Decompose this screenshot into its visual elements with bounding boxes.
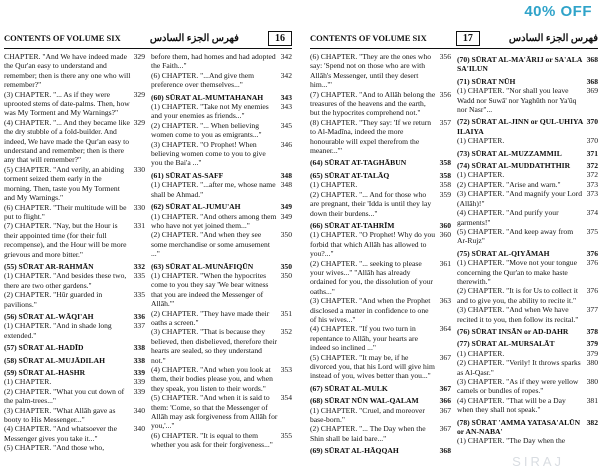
toc-sura-heading [310, 221, 451, 230]
left-page-title: CONTENTS OF VOLUME SIX [4, 33, 121, 43]
toc-entry [310, 424, 451, 443]
toc-entry [4, 118, 145, 165]
toc-sura-heading [457, 77, 598, 86]
toc-page-number: 372 [586, 170, 598, 180]
toc-page-number: 329 [133, 117, 145, 127]
toc-page-number: 361 [439, 258, 451, 268]
toc-entry [310, 90, 451, 118]
toc-page-number: 366 [439, 396, 451, 406]
toc-entry-text: (2) CHAPTER. "Hūr guarded in pavilions." [4, 290, 103, 309]
toc-page-number: 337 [133, 321, 145, 331]
toc-entry-text: (69) SŪRAT AL-HĀQQAH [310, 446, 399, 456]
toc-entry-text: (3) CHAPTER. "What Allāh gave as booty to His Messenger..." [4, 405, 116, 425]
toc-page-number: 346 [280, 139, 292, 149]
toc-page-number: 352 [280, 327, 292, 337]
left-page [4, 28, 292, 468]
toc-entry-text: (6) CHAPTER. "...And give them preference over themselves..." [151, 70, 255, 90]
toc-page-number: 358 [439, 158, 451, 168]
toc-sura-heading [151, 202, 292, 211]
toc-entry [457, 377, 598, 396]
toc-sura-heading [457, 249, 598, 258]
toc-entry-text: (6) CHAPTER. "Their multitude will be put to flight." [4, 202, 127, 221]
toc-entry [457, 396, 598, 415]
toc-entry [457, 86, 598, 114]
toc-entry [310, 180, 451, 189]
toc-page-number: 345 [280, 120, 292, 130]
toc-entry [151, 52, 292, 71]
toc-entry-text: (57) SŪRAT AL-HADĪD [4, 343, 84, 353]
toc-page-number: 379 [586, 339, 598, 349]
toc-entry [457, 349, 598, 358]
toc-page-number: 339 [133, 377, 145, 387]
toc-entry-text: (74) SŪRAT AL-MUDDATHTHIR [457, 161, 571, 171]
toc-entry-text: (7) CHAPTER. "And to Allāh belong the treasures of the heavens and the earth, but the hypocrites comprehend not." [310, 89, 436, 118]
toc-entry [457, 136, 598, 145]
left-page-arabic-title: فهرس الجزء السادس [149, 32, 239, 44]
toc-page-number: 349 [280, 211, 292, 221]
toc-entry-text: (4) CHAPTER. "That will be a Day when they shall not speak." [457, 395, 566, 415]
toc-page-number: 356 [439, 89, 451, 99]
toc-page-number: 335 [133, 290, 145, 300]
toc-page-number: 382 [586, 417, 598, 427]
toc-entry [151, 393, 292, 431]
toc-entry [4, 377, 145, 386]
right-page-title: CONTENTS OF VOLUME SIX [310, 33, 427, 43]
toc-entry-text: (2) CHAPTER. "What you cut down of the palm-trees..." [4, 386, 125, 406]
toc-page-number: 355 [280, 430, 292, 440]
toc-sura-heading [310, 396, 451, 405]
toc-entry-text: (67) SŪRAT AL-MULK [310, 383, 388, 393]
toc-page-number: 342 [280, 52, 292, 61]
toc-page-number: 340 [133, 405, 145, 415]
toc-entry [310, 353, 451, 381]
toc-entry [4, 443, 145, 452]
toc-entry-text: (1) CHAPTER. "Nor shall you leave Wadd nor Suwā' nor Yaghūth nor Ya'ūq nor Nasr"... [457, 86, 577, 115]
toc-entry-text: (4) CHAPTER. "And purify your garments!" [457, 208, 559, 227]
toc-page-number: 349 [280, 202, 292, 212]
toc-entry-text: (1) CHAPTER. "When the hypocrites come to you they say 'We bear witness that you are indeed the Messenger of Allāh.'" [151, 270, 269, 309]
toc-entry-text: (56) SŪRAT AL-WĀQI'AH [4, 311, 94, 321]
toc-entry [4, 221, 145, 259]
watermark-logo: SIRAJ [512, 454, 564, 469]
toc-page-number: 350 [280, 261, 292, 271]
toc-entry-text: (5) CHAPTER. "And those who, [4, 443, 105, 453]
toc-entry-text: (77) SŪRAT AL-MURSALĀT [457, 339, 555, 349]
toc-sura-heading [457, 327, 598, 336]
toc-entry-text: (3) CHAPTER. "O Prophet! When believing women come to you to give you the Bai'a ..." [151, 139, 266, 168]
toc-entry-text: (5) CHAPTER. "And verily, an abiding torment seized them early in the morning. Then, taste you My Torment and My Warnings." [4, 164, 125, 203]
toc-entry [457, 286, 598, 305]
toc-entry [151, 121, 292, 140]
toc-sura-heading [151, 262, 292, 271]
toc-entry-text: before them, had homes and had adopted the Faith..." [151, 52, 276, 71]
toc-sura-heading [151, 93, 292, 102]
toc-entry [310, 296, 451, 324]
toc-entry-text: (1) CHAPTER. [4, 377, 52, 387]
toc-page-number: 368 [586, 76, 598, 86]
toc-entry-text: (62) SŪRAT AL-JUMU'AH [151, 202, 241, 212]
toc-entry [310, 259, 451, 297]
toc-entry-text: (4) CHAPTER. "If you two turn in repentance to Allāh, your hearts are indeed so inclined ..." [310, 324, 418, 353]
toc-page-number: 375 [586, 226, 598, 236]
toc-page-number: 338 [133, 343, 145, 353]
right-page-number: 17 [456, 31, 480, 46]
toc-entry-text: (78) SŪRAT 'AMMA YATASA'ALŪN or AN-NABA' [457, 417, 581, 437]
toc-entry [4, 271, 145, 290]
toc-entry-text: (66) SŪRAT AT-TAHRĪM [310, 220, 395, 230]
toc-entry-text: (1) CHAPTER. "Move not your tongue concerning the Qur'an to make haste therewith." [457, 258, 577, 286]
toc-entry [4, 90, 145, 118]
toc-entry-text: (1) CHAPTER. "O Prophet! Why do you forbid that which Allāh has allowed to you?..." [310, 230, 436, 259]
toc-entry [457, 305, 598, 324]
toc-page-number: 358 [439, 170, 451, 180]
toc-entry-text: (64) SŪRAT AT-TAGHĀBUN [310, 158, 407, 168]
toc-entry-text: (1) CHAPTER. "Cruel, and moreover base-born." [310, 405, 425, 425]
toc-entry-text: (59) SŪRAT AL-HASHR [4, 368, 86, 377]
toc-entry-text: (58) SŪRAT AL-MUJĀDILAH [4, 355, 105, 365]
toc-page-number: 380 [586, 358, 598, 368]
toc-entry [151, 102, 292, 121]
toc-sura-heading [457, 149, 598, 158]
toc-entry-text: (4) CHAPTER. "And when you look at them, their bodies please you, and when they speak, you listen to their words." [151, 365, 273, 393]
toc-entry-text: (4) CHAPTER. "... And they became like the dry stubble of a fold-builder. And indeed, We have made the Qur'an easy to understand and remember; then is there any that will remember?" [4, 117, 130, 165]
toc-entry-text: (1) CHAPTER. [310, 180, 358, 190]
toc-entry-text: (73) SŪRAT AL-MUZZAMMIL [457, 148, 562, 158]
toc-entry [310, 406, 451, 425]
toc-page-number: 376 [586, 248, 598, 258]
toc-page-number: 353 [280, 365, 292, 374]
toc-sura-heading [310, 158, 451, 167]
toc-entry [457, 170, 598, 179]
toc-entry-text: (1) CHAPTER. "...after me, whose name shall be Ahmad." [151, 180, 276, 199]
toc-entry-text: (55) SŪRAT AR-RAHMĀN [4, 261, 94, 271]
toc-sura-heading [457, 161, 598, 170]
toc-page-number: 338 [133, 355, 145, 365]
toc-entry [151, 212, 292, 231]
toc-page-number: 343 [280, 102, 292, 112]
toc-entry [4, 321, 145, 340]
toc-page-number: 339 [133, 368, 145, 377]
toc-page-number: 381 [586, 395, 598, 405]
toc-entry-text: (3) CHAPTER. "And when the Prophet disclosed a matter in confidence to one of his wives..." [310, 296, 431, 324]
toc-page-number: 348 [280, 170, 292, 180]
toc-sura-heading [4, 368, 145, 377]
toc-entry-text: (2) CHAPTER. "They have made their oaths a screen." [151, 308, 270, 327]
toc-page-number: 335 [133, 271, 145, 281]
toc-entry [310, 230, 451, 258]
toc-entry-text: (2) CHAPTER. "... The Day when the Shin shall be laid bare..." [310, 424, 426, 443]
toc-entry-text: (6) CHAPTER. "They are the ones who say: 'Spend not on those who are with Allāh's Messenger, until they desert him...'" [310, 52, 431, 90]
toc-entry [310, 52, 451, 90]
toc-entry-text: (3) CHAPTER. "And magnify your Lord (Allāh)!" [457, 189, 583, 208]
toc-page-number: 343 [280, 92, 292, 102]
toc-sura-heading [457, 55, 598, 74]
toc-entry [151, 431, 292, 450]
toc-page-number: 367 [439, 405, 451, 415]
toc-entry [310, 118, 451, 156]
toc-page-number: 350 [280, 270, 292, 280]
toc-entry [4, 387, 145, 406]
toc-entry-text: (1) CHAPTER. [457, 170, 505, 180]
toc-page-number: 354 [280, 393, 292, 403]
toc-entry-text: (65) SŪRAT AT-TALĀQ [310, 170, 390, 180]
toc-entry-text: (2) CHAPTER. "And when they see some merchandise or some amusement ..." [151, 230, 270, 259]
toc-page-number: 350 [280, 230, 292, 240]
toc-sura-heading [457, 339, 598, 348]
toc-sura-heading [310, 446, 451, 455]
toc-entry-text: (2) CHAPTER. "... And for those who are pregnant, their 'Idda is until they lay down their burdens..." [310, 189, 432, 218]
toc-page-number: 363 [439, 296, 451, 306]
toc-sura-heading [4, 262, 145, 271]
left-page-header [4, 28, 292, 49]
toc-entry-text: (3) CHAPTER. "That is because they believed, then disbelieved, therefore their hearts are sealed, so they understand not." [151, 327, 278, 365]
toc-entry [151, 180, 292, 199]
toc-entry-text: (5) CHAPTER. "It may be, if he divorced you, that his Lord will give him instead of you, wives better than you..." [310, 352, 435, 381]
toc-entry-text: CHAPTER. "And We have indeed made the Qur'an easy to understand and remember; then is there any one who will remember?" [4, 52, 131, 90]
toc-page-number: 330 [133, 164, 145, 174]
toc-entry-text: (1) CHAPTER. [457, 348, 505, 358]
toc-page-number: 364 [439, 324, 451, 334]
toc-entry-text: (75) SŪRAT AL-QIYĀMAH [457, 248, 550, 258]
toc-sura-heading [4, 343, 145, 352]
toc-entry-text: (63) SŪRAT AL-MUNĀFIQŪN [151, 261, 254, 271]
toc-entry [457, 227, 598, 246]
toc-entry [457, 358, 598, 377]
toc-page-number: 367 [439, 383, 451, 393]
toc-sura-heading [4, 312, 145, 321]
toc-entry [4, 406, 145, 425]
toc-page-number: 330 [133, 202, 145, 212]
toc-entry [457, 189, 598, 208]
toc-entry-text: (1) CHAPTER. "And others among them who have not yet joined them..." [151, 211, 277, 230]
toc-entry [151, 271, 292, 309]
toc-entry-text: (2) CHAPTER. "... When believing women come to you as emigrants..." [151, 120, 262, 140]
right-page-column-2 [457, 52, 598, 456]
toc-page-number: 340 [133, 424, 145, 434]
toc-sura-heading [457, 117, 598, 136]
right-page [310, 28, 598, 468]
toc-entry-text: (8) CHAPTER. "They say: 'If we return to Al-Madīna, indeed the more honourable will expel therefrom the meaner...'" [310, 117, 432, 156]
toc-entry [151, 365, 292, 393]
toc-page-number: 379 [586, 348, 598, 358]
toc-entry-text: (60) SŪRAT AL-MUMTAHANAH [151, 92, 264, 102]
left-page-column-2 [151, 52, 292, 453]
toc-page-number: 380 [586, 377, 598, 386]
toc-entry-text: (3) CHAPTER. "As if they were yellow camels or bundles of ropes." [457, 377, 579, 396]
toc-page-number: 332 [133, 261, 145, 271]
left-page-number: 16 [268, 31, 292, 46]
toc-page-number: 374 [586, 208, 598, 218]
toc-entry-text: (1) CHAPTER. "And in shade long extended." [4, 321, 112, 340]
toc-entry [457, 180, 598, 189]
toc-entry [457, 208, 598, 227]
toc-entry-text: (7) CHAPTER. "Nay, but the Hour is their appointed time (for their full recompense), and the Hour will be more grievous and more bitter." [4, 221, 127, 259]
toc-page-number: 367 [439, 424, 451, 434]
toc-entry-text: (1) CHAPTER. [457, 136, 505, 146]
toc-page-number: 370 [586, 136, 598, 146]
toc-entry-text: (5) CHAPTER. "And when it is said to them: 'Come, so that the Messenger of Allāh may ask forgiveness from Allāh for you,'..." [151, 393, 278, 431]
toc-entry-text: (70) SŪRAT AL-MA'ĀRIJ or SA'ALA SA'ILUN [457, 55, 582, 74]
toc-sura-heading [310, 171, 451, 180]
toc-page-number: 331 [133, 221, 145, 231]
toc-entry-text: (3) CHAPTER. "And when We have recited it to you, then follow its recital." [457, 305, 579, 324]
toc-page-number: 369 [586, 86, 598, 96]
toc-entry-text: (2) CHAPTER. "Arise and warn." [457, 179, 561, 189]
toc-entry-text: (5) CHAPTER. "And keep away from Ar-Rujz" [457, 226, 574, 246]
toc-entry-text: (3) CHAPTER. "... As if they were uprooted stems of date-palms. Then, how was My Torment and My Warnings?" [4, 89, 130, 118]
toc-page-number: 378 [586, 326, 598, 336]
toc-page-number: 336 [133, 311, 145, 321]
toc-page-number: 356 [439, 52, 451, 61]
toc-entry [310, 190, 451, 218]
toc-entry-text: (68) SŪRAT NŪN WAL-QALAM [310, 396, 419, 406]
left-page-column-1 [4, 52, 145, 453]
toc-sura-heading [310, 384, 451, 393]
toc-page-number: 348 [280, 180, 292, 190]
toc-page-number: 367 [439, 352, 451, 362]
toc-entry-text: (1) CHAPTER. "Take not My enemies and your enemies as friends..." [151, 102, 269, 121]
toc-page-number: 376 [586, 258, 598, 268]
toc-entry-text: (2) CHAPTER. "Verily! It throws sparks as Al-Qasr." [457, 358, 581, 377]
toc-entry-text: (6) CHAPTER. "It is equal to them whether you ask for their forgiveness..." [151, 430, 273, 450]
toc-page-number: 371 [586, 148, 598, 158]
right-page-header [310, 28, 598, 49]
toc-page-number: 342 [280, 70, 292, 80]
toc-entry [310, 324, 451, 352]
toc-entry-text: (72) SŪRAT AL-JINN or QUL-UHIYA ILAIYA [457, 117, 583, 136]
toc-entry-text: (1) CHAPTER. "The Day when the [457, 436, 566, 446]
toc-page-number: 329 [133, 89, 145, 99]
toc-entry [457, 436, 598, 445]
toc-page-number: 360 [439, 230, 451, 240]
toc-entry [4, 203, 145, 222]
toc-page-number: 360 [439, 220, 451, 230]
toc-entry-text: (2) CHAPTER. "It is for Us to collect it and to give you, the ability to recite it." [457, 286, 578, 305]
toc-page-number: 368 [439, 446, 451, 456]
toc-page-number: 370 [586, 117, 598, 127]
toc-entry-text: (61) SŪRAT AS-SAFF [151, 170, 224, 180]
toc-entry [4, 290, 145, 309]
toc-entry-text: (1) CHAPTER. "And besides these two, there are two other gardens." [4, 271, 127, 290]
right-page-arabic-title: فهرس الجزء السادس [508, 32, 598, 44]
toc-entry-text: (2) CHAPTER. "... seeking to please your wives..." "Allāh has already ordained for you, the dissolution of your oaths..." [310, 258, 433, 296]
toc-entry [4, 52, 145, 90]
toc-sura-heading [457, 418, 598, 437]
toc-sura-heading [151, 171, 292, 180]
discount-badge: 40% OFF [524, 3, 592, 20]
toc-page-number: 376 [586, 286, 598, 296]
right-page-column-1 [310, 52, 451, 456]
toc-entry [151, 309, 292, 328]
toc-entry [151, 140, 292, 168]
toc-entry [151, 230, 292, 258]
toc-page-number: 359 [439, 189, 451, 199]
toc-entry-text: (71) SŪRAT NŪH [457, 76, 516, 86]
toc-page-number: 329 [133, 52, 145, 61]
toc-entry [4, 165, 145, 203]
toc-entry-text: (76) SŪRAT INSĀN or AD-DAHR [457, 326, 569, 336]
toc-page-number: 372 [586, 161, 598, 171]
toc-page-number: 373 [586, 179, 598, 189]
toc-page-number: 368 [586, 55, 598, 64]
toc-page-number: 358 [439, 180, 451, 190]
toc-page-number: 373 [586, 189, 598, 199]
toc-page-number: 339 [133, 386, 145, 396]
toc-entry [4, 424, 145, 443]
toc-entry-text: (4) CHAPTER. "And whatsoever the Messenger gives you take it..." [4, 424, 117, 443]
toc-entry [151, 327, 292, 365]
toc-page-number: 357 [439, 117, 451, 127]
toc-entry [151, 71, 292, 90]
toc-sura-heading [4, 356, 145, 365]
toc-page-number: 377 [586, 305, 598, 315]
toc-entry [457, 258, 598, 286]
toc-page-number: 351 [280, 308, 292, 318]
